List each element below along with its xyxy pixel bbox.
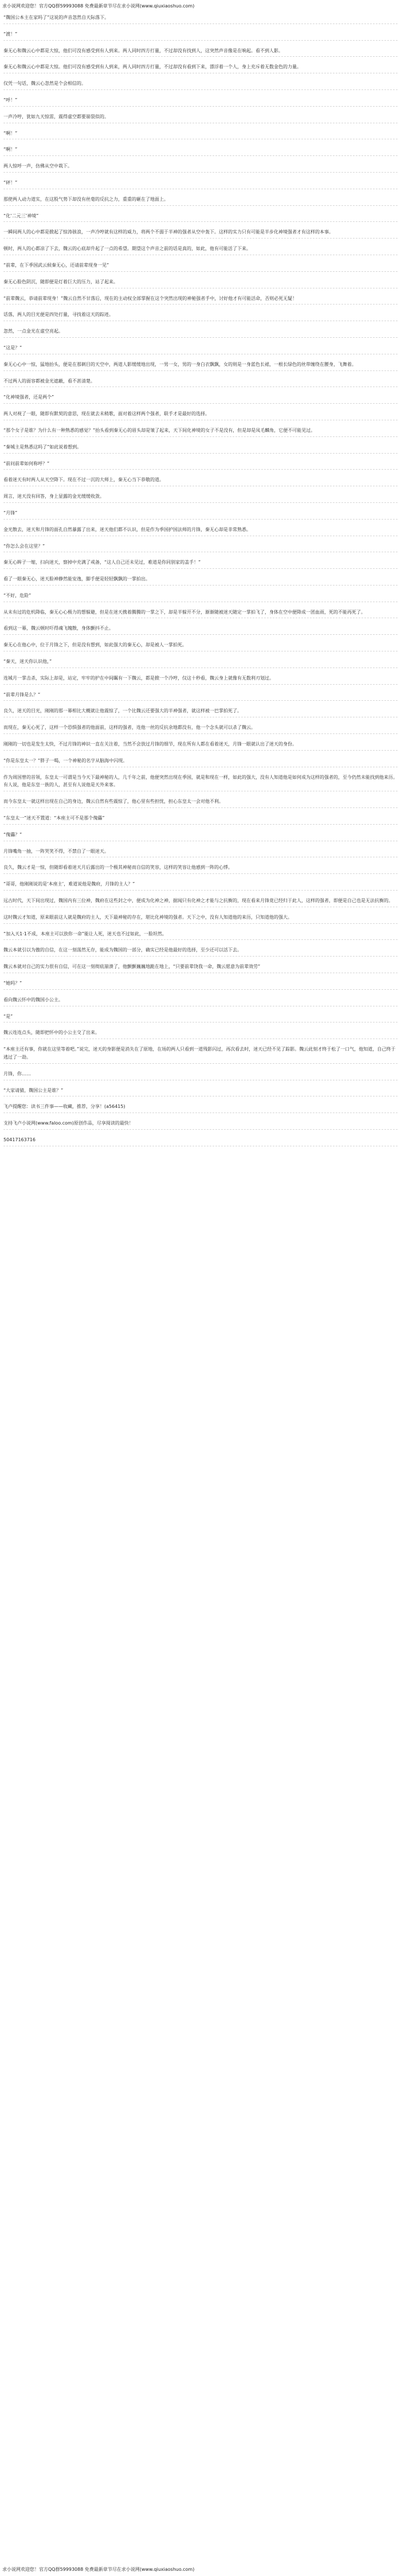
- paragraph-divider: [3, 387, 398, 392]
- story-paragraph: “月锋”: [3, 510, 18, 516]
- paragraph-divider: [3, 469, 398, 475]
- story-paragraph: “砰！”: [3, 179, 18, 185]
- paragraph-divider: [3, 857, 398, 862]
- story-paragraph: 而现在，秦无心死了，这样一个恐惧强者的他面前，这样的强者，连他一丝的反抗余地都没有，他一个念头就可以杀了魏云。: [3, 725, 255, 731]
- story-paragraph: 魏云本就引以为傲的自信，在这一刻荡然无存，能成为魏国的一部分，确实已经是他最好的选择，至少还可以活下去。: [3, 947, 242, 953]
- paragraph-divider: [3, 123, 398, 128]
- story-paragraph: 一瞬间两人的心中都是掀起了惊涛骇浪，一声冷哼就有这样的威力，将两个不弱于半神的强者从空中轰下。这样的实力只有可能是半步化神境强者才有这样的本事。: [3, 229, 333, 235]
- paragraph-divider: [3, 453, 398, 459]
- story-paragraph: “她吗？”: [3, 981, 22, 986]
- paragraph-divider: [3, 1129, 398, 1135]
- story-paragraph: 连城月一掌击杀，实际上却是，站定，牢牢的护在中间瞩有一下魏云，都是掀一个冷哼，仅这十秒看，魏云身上就像有无数利刃划过。: [3, 675, 274, 681]
- paragraph-divider: [3, 40, 398, 46]
- story-paragraph: “本座主还有事，你就在这里等着吧。”说完，迷天的身影便是消失在了原地，在场的两人只看到一道残影闪过，再次看去时，迷天已经不见了踪影。魏云此刻才终于松了一口气，他知道，自己终于逃过了一劫。: [3, 1047, 396, 1060]
- paragraph-divider: [3, 288, 398, 294]
- paragraph-divider: [3, 370, 398, 376]
- paragraph-divider: [3, 1146, 398, 1152]
- paragraph-divider: [3, 1039, 398, 1044]
- paragraph-divider: [3, 841, 398, 846]
- paragraph-divider: [3, 24, 398, 29]
- story-paragraph: “化神境强者，还是两个”: [3, 395, 54, 400]
- story-paragraph: “那个女子是谁？为什么有一种熟悉的感觉？”抬头看到秦无心的眉头却是皱了起来，天下间化神境的女子不是没有，但是却是凤毛麟角，它便不可能见过。: [3, 427, 316, 433]
- story-paragraph: 秦无心在他心中，位于月锋之下，但是没有想到，如此强大的秦无心，却是被人一掌拍死。: [3, 642, 187, 648]
- paragraph-divider: [3, 1096, 398, 1102]
- story-paragraph: 月锋，你……: [3, 1071, 31, 1076]
- story-paragraph: “哥哥，他刚刚说的是‘本座主’，难道说他是魏府，月锋的主人？”: [3, 881, 135, 887]
- story-paragraph: 周言，迷天没有回答，身上显露的金光缓缓收敛。: [3, 494, 104, 499]
- story-paragraph: “前辈月锋是么？”: [3, 692, 41, 697]
- paragraph-divider: [3, 106, 398, 112]
- paragraph-divider: [3, 923, 398, 929]
- paragraph-divider: [3, 618, 398, 623]
- paragraph-divider: [3, 1006, 398, 1012]
- story-paragraph: 顿时，两人的心都凉了下去，魏云的心底却升起了一点的希望。期望这个声音之前的话是真的，如此，他有可能活了下来。: [3, 246, 251, 252]
- paragraph-divider: [3, 189, 398, 194]
- story-paragraph: 从未有过的危机降临，秦无心心极力的想躲避，但是在迷天携着腾腾的一掌之下，却是半躲开不分，渐渐随被迷天随定一掌拍飞了，身体在空中便降成一团血雨，死的不能再死了。: [3, 609, 365, 615]
- story-paragraph: 不过两人的面容都被金光遮蔽，看不甚清楚。: [3, 378, 95, 384]
- story-content: [3, 14, 398, 1153]
- paragraph-divider: [3, 221, 398, 227]
- paragraph-divider: [3, 1080, 398, 1086]
- story-paragraph: 魏云本就对自己的实力很有自信，可在这一刻彻底崩溃了，他颤颤巍巍地跪在地上，“只要前辈饶我一命，魏云愿意为前辈效劳”: [3, 964, 261, 970]
- paragraph-divider: [3, 255, 398, 260]
- story-paragraph: 刚刚的一切也是发生太快，不过月锋的神识一直在关注着，当然不会放过月锋的细节，现在所有人都在看着迷天，月锋一眼就认出了迷天的身份。: [3, 741, 297, 747]
- story-paragraph: 作为周国曾的首领，东皇太一可谓是当今天下最神秘的人，几千年之前，他便突然出现在季国，就是和现在一样，如此的强大，没有人知道他是如何成为这样的强者的，至今仍然未能找到他来历。有人说，他是东皇一族的人，甚至有人说他是天外来客。: [3, 774, 398, 788]
- paragraph-divider: [3, 139, 398, 145]
- paragraph-divider: [3, 767, 398, 772]
- paragraph-divider: [3, 172, 398, 178]
- story-paragraph: “呼！”: [3, 97, 18, 103]
- paragraph-divider: [3, 536, 398, 541]
- paragraph-divider: [3, 824, 398, 830]
- story-paragraph: “前辈魏云，恭请前辈现身！”魏云自然不甘落后，现在的主动权全部掌握在这个突然出现的神秘强者手中，讨好他才有可能活命，否则必死无疑！: [3, 295, 297, 301]
- paragraph-divider: [3, 1113, 398, 1118]
- story-paragraph: “傀儡？”: [3, 832, 22, 837]
- story-paragraph: 而今东皇太一就这样出现在自己的身边，魏云自然有些震惊了，他心里有些担忧，担心东皇太一会对他不利。: [3, 799, 223, 805]
- paragraph-divider: [3, 973, 398, 978]
- story-paragraph: “啊！”: [3, 130, 18, 136]
- story-paragraph: 金光散去，迷天和月锋的面孔自然暴露了出来，迷天他们都不认识，但是作为季国护国法师的月锋，秦无心却是非常熟悉。: [3, 526, 251, 532]
- paragraph-divider: [3, 890, 398, 896]
- paragraph-divider: [3, 436, 398, 442]
- story-paragraph: 秦无心和魏云心中都是大惊。他们可没有感受到有人到来，两人同时四方打量，不过却没有看到下来，漂浮着一个人，身上充斥着无数金色的力量。: [3, 64, 301, 70]
- paragraph-divider: [3, 1022, 398, 1028]
- story-paragraph: 魏云连连点头，随即把怀中的小公主交了出来。: [3, 1030, 100, 1036]
- story-paragraph: 仅凭一句话，魏云心忽然是个会相信的。: [3, 81, 86, 87]
- paragraph-divider: [3, 807, 398, 813]
- paragraph-divider: [3, 907, 398, 912]
- story-paragraph: 看了一眼秦无心，迷天脸神静然能安逸，脚手便是轻轻飘飘的一掌拍出。: [3, 576, 150, 582]
- paragraph-divider: [3, 271, 398, 277]
- story-paragraph: “魏国公本主在家吗了”这说的声音忽然自天际落下。: [3, 15, 109, 20]
- paragraph-divider: [3, 750, 398, 756]
- story-paragraph: “前辈，在下季国武云候秦无心，还请前辈现身一见”: [3, 262, 109, 268]
- story-paragraph: “这是？”: [3, 345, 22, 350]
- story-paragraph: 忽然，一点金光在虚空亮起。: [3, 329, 63, 334]
- paragraph-divider: [3, 568, 398, 574]
- paragraph-divider: [3, 717, 398, 723]
- paragraph-divider: [3, 420, 398, 426]
- paragraph-divider: [3, 73, 398, 79]
- story-paragraph: 秦无心脸色阴沉，随即便是灯着巨大的压力，站了起来。: [3, 279, 118, 284]
- story-paragraph: 两人惊呼一声，仿佛从空中栽下。: [3, 163, 72, 169]
- paragraph-divider: [3, 238, 398, 244]
- story-paragraph: “东皇太一”迷天不置道：“本座主可不是那个傀儡”: [3, 815, 105, 821]
- bottom-banner[interactable]: 求小说网欢迎您！官方QQ群59993088 免费最新章节尽在求小说网(www.qiuxiaoshuo.com): [2, 2567, 195, 2572]
- story-paragraph: “你怎么会在这里？”: [3, 543, 45, 549]
- story-paragraph: “你是东皇太一？”胖子一喝，一个神秘的名字从脑海中闪现。: [3, 758, 128, 763]
- story-paragraph: “渡！”: [3, 31, 18, 37]
- story-paragraph: 看向魏云怀中的魏国小公主。: [3, 997, 63, 1002]
- story-paragraph: 良久，魏云才是一惊，但随即看着迷天月后露出的一个极其神秘而自信的笑容，这样的笑容让他感到一阵的心悸。: [3, 865, 233, 871]
- story-paragraph: “秦城主是熟悉这吗了”如此说着想到。: [3, 444, 82, 450]
- story-paragraph: 这时魏云才知道，原来眼前这人就是魏府的主人，天下最神秘的存在，堪比化神境的强者。天下之中，没有人知道他的来历，只知道他的强大。: [3, 914, 292, 920]
- story-paragraph: “不好，危险”: [3, 592, 32, 598]
- paragraph-divider: [3, 956, 398, 962]
- story-paragraph: 支持飞卢小说网(www.faloo.com)原创作品，尽享阅读的最快！: [3, 1121, 133, 1126]
- paragraph-divider: [3, 634, 398, 640]
- story-paragraph: 那使两人动力道实，在这股气势下却没有丝毫的反抗之力，重重的砸在了地面上。: [3, 196, 168, 202]
- paragraph-divider: [3, 602, 398, 607]
- paragraph-divider: [3, 89, 398, 95]
- paragraph-divider: [3, 733, 398, 739]
- paragraph-divider: [3, 304, 398, 310]
- story-paragraph: 秦无心和魏云心中都是大惊，他们可没有感受到有人到来。两人同时四方打量，不过却没有找到人，这突然声音像是在响起。看不到人影。: [3, 48, 283, 53]
- paragraph-divider: [3, 519, 398, 525]
- story-paragraph: “秦天，迷天你认识他，”: [3, 659, 52, 665]
- story-paragraph: “前问前辈如何称呼？”: [3, 460, 50, 466]
- story-paragraph: 两人对视了一眼，随即有默契的意思，现在就去未稍歌，面对着这样两个强者，联手才是最好的选择。: [3, 411, 210, 417]
- story-paragraph: 话落，两人的目光便是四处打量，寻找着这天的踪迹。: [3, 312, 113, 318]
- paragraph-divider: [3, 403, 398, 409]
- story-paragraph: “加入天1·1不成，本座主可以放你一命”能让人死，迷天也不过如此，一脸坦然。: [3, 931, 167, 936]
- story-paragraph: 飞卢提醒您：读书三件事——收藏，推荐，分享！(a56415): [3, 1104, 125, 1110]
- story-paragraph: 良久，迷天的目光，刚刚的那一幕相比大概就让他震惊了，一个比魏云还要强大的半神强者，就这样被一巴掌拍死了。: [3, 708, 242, 714]
- paragraph-divider: [3, 155, 398, 161]
- story-paragraph: 秦无心眸子一缩，扫向迷天，察掉中充满了戒备，“这人自己还未见过，难道是你同别家的盖手！”: [3, 560, 201, 565]
- story-paragraph: 50417163716: [3, 1137, 36, 1142]
- story-paragraph: “是”: [3, 1013, 13, 1019]
- paragraph-divider: [3, 354, 398, 360]
- paragraph-divider: [3, 486, 398, 491]
- paragraph-divider: [3, 668, 398, 673]
- story-paragraph: “啊！”: [3, 147, 18, 153]
- paragraph-divider: [3, 56, 398, 62]
- paragraph-divider: [3, 684, 398, 690]
- top-banner[interactable]: 求小说网欢迎您！官方QQ群59993088 免费最新章节尽在求小说网(www.qiuxiaoshuo.com): [2, 3, 195, 9]
- story-paragraph: 远古时代，天下间出现过，魏国内有三位神，魏府在这些封之中，便成为化神之神，据闻只有化神之才能与之抗衡的，现在看来月锋竟已经归于此人，这样的强者，即便是自己也是无法抗衡的。: [3, 898, 393, 904]
- paragraph-divider: [3, 585, 398, 591]
- story-paragraph: 月锋嘴角一抽，一阵哭笑不得，不禁自了一眼迷天。: [3, 848, 109, 854]
- paragraph-divider: [3, 337, 398, 343]
- paragraph-divider: [3, 939, 398, 945]
- paragraph-divider: [3, 989, 398, 995]
- paragraph-divider: [3, 651, 398, 657]
- paragraph-divider: [3, 205, 398, 211]
- paragraph-divider: [3, 552, 398, 557]
- story-paragraph: 看着迷天有时两人从天空降下。现在不过一沉的大师上，秦无心当下恭敬的道。: [3, 477, 164, 483]
- paragraph-divider: [3, 791, 398, 797]
- story-paragraph: 看到这一幕，魏云顿时吓得魂飞魄散，身体颤抖不止。: [3, 626, 113, 631]
- paragraph-divider: [3, 502, 398, 508]
- story-paragraph: 秦无心心中一惊，猛地抬头，便是在那刺目的天空中，两道人影缓缓地出现，一男一女，男的一身白衣飘飘，女的则是一身蓝色长裙，一根长绿色的丝带缠绕在腰身，飞舞着。: [3, 361, 356, 367]
- story-paragraph: “大家请猜，魏国公主是谁？”: [3, 1087, 64, 1093]
- paragraph-divider: [3, 321, 398, 326]
- story-paragraph: 一声冷哼，犹如九天惊雷，震得虚空都要崩裂似的。: [3, 114, 109, 119]
- story-paragraph: “化‘二元三’神境”: [3, 213, 39, 218]
- paragraph-divider: [3, 1063, 398, 1069]
- paragraph-divider: [3, 873, 398, 879]
- paragraph-divider: [3, 700, 398, 706]
